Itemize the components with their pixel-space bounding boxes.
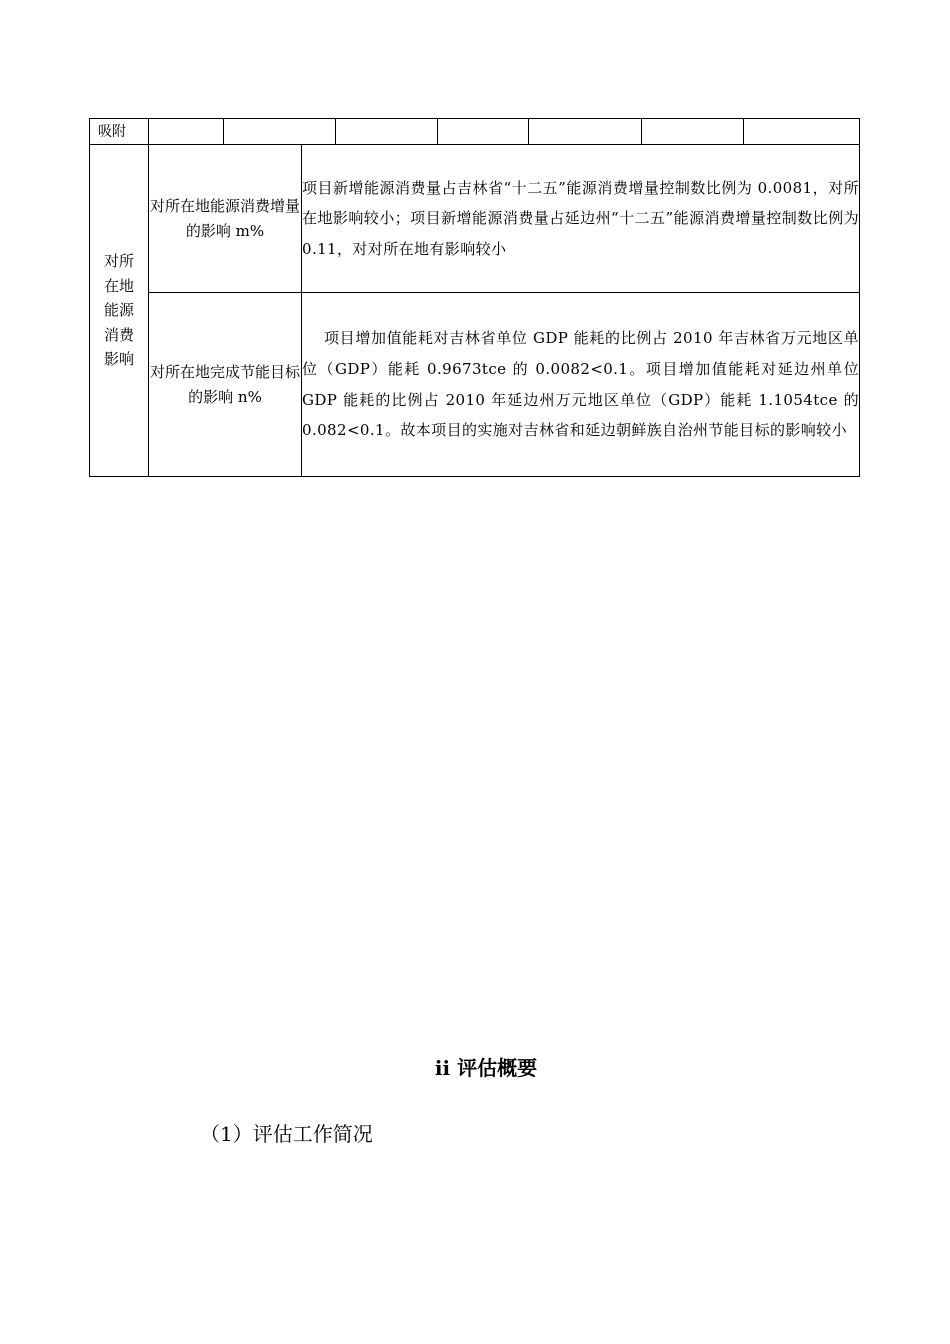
table-cell [90,119,149,144]
table-cell [438,119,529,144]
row-label: 吸附 [98,124,126,140]
category-line: 在地 [103,276,134,295]
table-row [90,145,860,293]
table-cell [224,119,336,144]
section-subheading: （1）评估工作简况 [200,1122,373,1146]
table-top-row [89,118,860,145]
table-cell [642,119,744,144]
category-line: 影响 [103,350,134,369]
category-line: 能源 [103,301,134,320]
description-cell: 项目新增能源消费量占吉林省“十二五”能源消费增量控制数比例为 0.0081，对所在地影响较小；项目新增能源消费量占延边州“十二五”能源消费增量控制数比例为 0.11，对对所在地有影响较小 [302,145,860,293]
table-cell [529,119,642,144]
category-cell [90,145,149,477]
category-line: 消费 [103,325,134,344]
table-cell [336,119,438,144]
item-cell: 对所在地完成节能目标的影响 n% [149,293,302,477]
section-heading: ii 评估概要 [434,1056,538,1080]
item-cell: 对所在地能源消费增量的影响 m% [149,145,302,293]
category-line: 对所 [103,252,134,271]
table-row [90,293,860,477]
table-cell [149,119,224,144]
description-cell: 项目增加值能耗对吉林省单位 GDP 能耗的比例占 2010 年吉林省万元地区单位（GDP）能耗 0.9673tce 的 0.0082<0.1。项目增加值能耗对延边州单位 GDP 能耗的比例占 2010 年延边州万元地区单位（GDP）能耗 1.1054tce 的 0.082<0.1。故本项目的实施对吉林省和延边朝鲜族自治州节能目标的影响较小 [302,293,860,477]
energy-impact-table [89,144,860,477]
